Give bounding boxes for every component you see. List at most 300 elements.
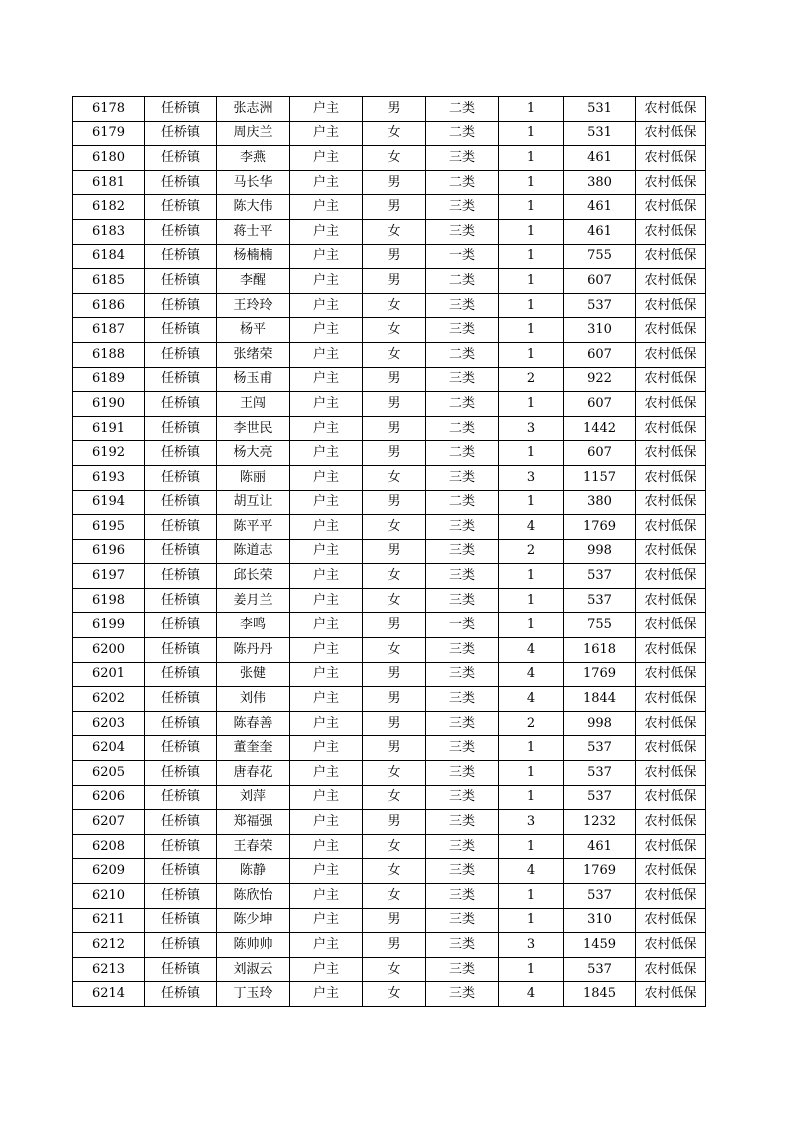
- category-cell: 三类: [426, 465, 499, 490]
- relation-cell: 户主: [290, 392, 363, 417]
- category-cell: 二类: [426, 269, 499, 294]
- amount-cell: 537: [564, 293, 636, 318]
- category-cell: 二类: [426, 441, 499, 466]
- amount-cell: 1157: [564, 465, 636, 490]
- category-cell: 三类: [426, 588, 499, 613]
- relation-cell: 户主: [290, 834, 363, 859]
- amount-cell: 998: [564, 711, 636, 736]
- relation-cell: 户主: [290, 687, 363, 712]
- category-cell: 三类: [426, 564, 499, 589]
- record-id-cell: 6182: [73, 195, 145, 220]
- gender-cell: 女: [363, 564, 426, 589]
- name-cell: 杨楠楠: [217, 244, 290, 269]
- gender-cell: 女: [363, 761, 426, 786]
- table-row: [73, 736, 706, 761]
- household-size-cell: 2: [499, 367, 564, 392]
- assistance-type-cell: 农村低保: [636, 908, 706, 933]
- record-id-cell: 6196: [73, 539, 145, 564]
- name-cell: 王春荣: [217, 834, 290, 859]
- relation-cell: 户主: [290, 416, 363, 441]
- gender-cell: 女: [363, 318, 426, 343]
- assistance-type-cell: 农村低保: [636, 859, 706, 884]
- town-cell: 任桥镇: [145, 146, 217, 171]
- table-row: [73, 539, 706, 564]
- gender-cell: 女: [363, 834, 426, 859]
- table-row: [73, 687, 706, 712]
- amount-cell: 537: [564, 884, 636, 909]
- household-size-cell: 1: [499, 269, 564, 294]
- assistance-type-cell: 农村低保: [636, 810, 706, 835]
- record-id-cell: 6191: [73, 416, 145, 441]
- data-table: [72, 96, 706, 1007]
- household-size-cell: 1: [499, 195, 564, 220]
- relation-cell: 户主: [290, 244, 363, 269]
- table-row: [73, 785, 706, 810]
- amount-cell: 607: [564, 392, 636, 417]
- amount-cell: 537: [564, 785, 636, 810]
- record-id-cell: 6178: [73, 97, 145, 122]
- table-row: [73, 613, 706, 638]
- name-cell: 郑福强: [217, 810, 290, 835]
- gender-cell: 女: [363, 515, 426, 540]
- amount-cell: 310: [564, 908, 636, 933]
- category-cell: 三类: [426, 761, 499, 786]
- gender-cell: 女: [363, 588, 426, 613]
- amount-cell: 755: [564, 613, 636, 638]
- amount-cell: 537: [564, 588, 636, 613]
- gender-cell: 女: [363, 638, 426, 663]
- category-cell: 三类: [426, 318, 499, 343]
- category-cell: 三类: [426, 638, 499, 663]
- name-cell: 陈丹丹: [217, 638, 290, 663]
- household-size-cell: 4: [499, 982, 564, 1007]
- assistance-type-cell: 农村低保: [636, 219, 706, 244]
- relation-cell: 户主: [290, 933, 363, 958]
- assistance-type-cell: 农村低保: [636, 342, 706, 367]
- household-size-cell: 4: [499, 687, 564, 712]
- name-cell: 姜月兰: [217, 588, 290, 613]
- household-size-cell: 1: [499, 490, 564, 515]
- household-size-cell: 3: [499, 465, 564, 490]
- assistance-type-cell: 农村低保: [636, 195, 706, 220]
- category-cell: 二类: [426, 490, 499, 515]
- relation-cell: 户主: [290, 588, 363, 613]
- relation-cell: 户主: [290, 441, 363, 466]
- town-cell: 任桥镇: [145, 711, 217, 736]
- household-size-cell: 4: [499, 859, 564, 884]
- record-id-cell: 6213: [73, 957, 145, 982]
- town-cell: 任桥镇: [145, 613, 217, 638]
- gender-cell: 女: [363, 342, 426, 367]
- town-cell: 任桥镇: [145, 318, 217, 343]
- amount-cell: 607: [564, 269, 636, 294]
- table-row: [73, 465, 706, 490]
- amount-cell: 537: [564, 957, 636, 982]
- category-cell: 三类: [426, 219, 499, 244]
- relation-cell: 户主: [290, 785, 363, 810]
- record-id-cell: 6188: [73, 342, 145, 367]
- household-size-cell: 1: [499, 441, 564, 466]
- town-cell: 任桥镇: [145, 195, 217, 220]
- record-id-cell: 6204: [73, 736, 145, 761]
- assistance-type-cell: 农村低保: [636, 687, 706, 712]
- name-cell: 陈丽: [217, 465, 290, 490]
- name-cell: 陈帅帅: [217, 933, 290, 958]
- record-id-cell: 6202: [73, 687, 145, 712]
- gender-cell: 女: [363, 982, 426, 1007]
- relation-cell: 户主: [290, 490, 363, 515]
- category-cell: 三类: [426, 933, 499, 958]
- town-cell: 任桥镇: [145, 269, 217, 294]
- town-cell: 任桥镇: [145, 761, 217, 786]
- name-cell: 陈欣怡: [217, 884, 290, 909]
- town-cell: 任桥镇: [145, 490, 217, 515]
- assistance-type-cell: 农村低保: [636, 884, 706, 909]
- relation-cell: 户主: [290, 884, 363, 909]
- household-size-cell: 2: [499, 711, 564, 736]
- record-id-cell: 6212: [73, 933, 145, 958]
- household-size-cell: 3: [499, 810, 564, 835]
- assistance-type-cell: 农村低保: [636, 515, 706, 540]
- table-row: [73, 957, 706, 982]
- amount-cell: 531: [564, 97, 636, 122]
- assistance-type-cell: 农村低保: [636, 367, 706, 392]
- amount-cell: 607: [564, 441, 636, 466]
- assistance-type-cell: 农村低保: [636, 638, 706, 663]
- household-size-cell: 1: [499, 761, 564, 786]
- record-id-cell: 6192: [73, 441, 145, 466]
- gender-cell: 女: [363, 859, 426, 884]
- town-cell: 任桥镇: [145, 859, 217, 884]
- amount-cell: 461: [564, 219, 636, 244]
- relation-cell: 户主: [290, 662, 363, 687]
- town-cell: 任桥镇: [145, 392, 217, 417]
- name-cell: 陈静: [217, 859, 290, 884]
- category-cell: 三类: [426, 810, 499, 835]
- amount-cell: 607: [564, 342, 636, 367]
- name-cell: 董奎奎: [217, 736, 290, 761]
- household-size-cell: 4: [499, 662, 564, 687]
- gender-cell: 男: [363, 244, 426, 269]
- gender-cell: 男: [363, 662, 426, 687]
- assistance-type-cell: 农村低保: [636, 441, 706, 466]
- table-row: [73, 392, 706, 417]
- assistance-type-cell: 农村低保: [636, 392, 706, 417]
- name-cell: 张志洲: [217, 97, 290, 122]
- town-cell: 任桥镇: [145, 465, 217, 490]
- name-cell: 杨大亮: [217, 441, 290, 466]
- amount-cell: 537: [564, 761, 636, 786]
- category-cell: 三类: [426, 146, 499, 171]
- town-cell: 任桥镇: [145, 736, 217, 761]
- name-cell: 马长华: [217, 170, 290, 195]
- record-id-cell: 6186: [73, 293, 145, 318]
- name-cell: 唐春花: [217, 761, 290, 786]
- name-cell: 李世民: [217, 416, 290, 441]
- amount-cell: 461: [564, 834, 636, 859]
- amount-cell: 310: [564, 318, 636, 343]
- gender-cell: 男: [363, 539, 426, 564]
- table-row: [73, 908, 706, 933]
- town-cell: 任桥镇: [145, 982, 217, 1007]
- assistance-type-cell: 农村低保: [636, 121, 706, 146]
- relation-cell: 户主: [290, 293, 363, 318]
- table-row: [73, 416, 706, 441]
- assistance-type-cell: 农村低保: [636, 933, 706, 958]
- table-row: [73, 146, 706, 171]
- household-size-cell: 1: [499, 785, 564, 810]
- household-size-cell: 3: [499, 416, 564, 441]
- gender-cell: 女: [363, 219, 426, 244]
- name-cell: 周庆兰: [217, 121, 290, 146]
- assistance-type-cell: 农村低保: [636, 834, 706, 859]
- relation-cell: 户主: [290, 342, 363, 367]
- relation-cell: 户主: [290, 638, 363, 663]
- name-cell: 丁玉玲: [217, 982, 290, 1007]
- table-row: [73, 564, 706, 589]
- town-cell: 任桥镇: [145, 367, 217, 392]
- category-cell: 三类: [426, 884, 499, 909]
- gender-cell: 男: [363, 195, 426, 220]
- record-id-cell: 6211: [73, 908, 145, 933]
- assistance-type-cell: 农村低保: [636, 465, 706, 490]
- town-cell: 任桥镇: [145, 515, 217, 540]
- assistance-type-cell: 农村低保: [636, 662, 706, 687]
- name-cell: 刘淑云: [217, 957, 290, 982]
- town-cell: 任桥镇: [145, 810, 217, 835]
- record-id-cell: 6199: [73, 613, 145, 638]
- record-id-cell: 6190: [73, 392, 145, 417]
- table-row: [73, 121, 706, 146]
- town-cell: 任桥镇: [145, 441, 217, 466]
- gender-cell: 男: [363, 392, 426, 417]
- assistance-type-cell: 农村低保: [636, 711, 706, 736]
- record-id-cell: 6195: [73, 515, 145, 540]
- amount-cell: 461: [564, 195, 636, 220]
- amount-cell: 1769: [564, 662, 636, 687]
- table-row: [73, 269, 706, 294]
- household-size-cell: 4: [499, 515, 564, 540]
- gender-cell: 男: [363, 933, 426, 958]
- record-id-cell: 6208: [73, 834, 145, 859]
- record-id-cell: 6187: [73, 318, 145, 343]
- relation-cell: 户主: [290, 539, 363, 564]
- town-cell: 任桥镇: [145, 564, 217, 589]
- household-size-cell: 1: [499, 342, 564, 367]
- gender-cell: 女: [363, 293, 426, 318]
- amount-cell: 1769: [564, 859, 636, 884]
- table-row: [73, 170, 706, 195]
- record-id-cell: 6205: [73, 761, 145, 786]
- household-size-cell: 1: [499, 392, 564, 417]
- table-row: [73, 97, 706, 122]
- category-cell: 二类: [426, 170, 499, 195]
- amount-cell: 1845: [564, 982, 636, 1007]
- assistance-type-cell: 农村低保: [636, 957, 706, 982]
- household-size-cell: 1: [499, 219, 564, 244]
- name-cell: 李燕: [217, 146, 290, 171]
- record-id-cell: 6183: [73, 219, 145, 244]
- record-id-cell: 6193: [73, 465, 145, 490]
- category-cell: 三类: [426, 982, 499, 1007]
- category-cell: 三类: [426, 293, 499, 318]
- relation-cell: 户主: [290, 219, 363, 244]
- gender-cell: 男: [363, 908, 426, 933]
- record-id-cell: 6189: [73, 367, 145, 392]
- household-size-cell: 1: [499, 908, 564, 933]
- category-cell: 二类: [426, 97, 499, 122]
- assistance-type-cell: 农村低保: [636, 539, 706, 564]
- relation-cell: 户主: [290, 121, 363, 146]
- gender-cell: 男: [363, 613, 426, 638]
- record-id-cell: 6209: [73, 859, 145, 884]
- category-cell: 一类: [426, 244, 499, 269]
- record-id-cell: 6210: [73, 884, 145, 909]
- relation-cell: 户主: [290, 564, 363, 589]
- name-cell: 陈大伟: [217, 195, 290, 220]
- town-cell: 任桥镇: [145, 416, 217, 441]
- household-size-cell: 1: [499, 588, 564, 613]
- table-row: [73, 834, 706, 859]
- amount-cell: 998: [564, 539, 636, 564]
- amount-cell: 1844: [564, 687, 636, 712]
- amount-cell: 531: [564, 121, 636, 146]
- table-row: [73, 490, 706, 515]
- name-cell: 张健: [217, 662, 290, 687]
- table-row: [73, 515, 706, 540]
- household-size-cell: 2: [499, 539, 564, 564]
- category-cell: 三类: [426, 834, 499, 859]
- gender-cell: 女: [363, 884, 426, 909]
- name-cell: 刘萍: [217, 785, 290, 810]
- record-id-cell: 6184: [73, 244, 145, 269]
- record-id-cell: 6203: [73, 711, 145, 736]
- amount-cell: 537: [564, 736, 636, 761]
- assistance-type-cell: 农村低保: [636, 490, 706, 515]
- amount-cell: 537: [564, 564, 636, 589]
- category-cell: 二类: [426, 342, 499, 367]
- household-size-cell: 1: [499, 121, 564, 146]
- table-row: [73, 933, 706, 958]
- record-id-cell: 6214: [73, 982, 145, 1007]
- assistance-type-cell: 农村低保: [636, 97, 706, 122]
- relation-cell: 户主: [290, 761, 363, 786]
- town-cell: 任桥镇: [145, 908, 217, 933]
- record-id-cell: 6194: [73, 490, 145, 515]
- relation-cell: 户主: [290, 97, 363, 122]
- town-cell: 任桥镇: [145, 97, 217, 122]
- category-cell: 三类: [426, 908, 499, 933]
- relation-cell: 户主: [290, 146, 363, 171]
- town-cell: 任桥镇: [145, 219, 217, 244]
- household-size-cell: 1: [499, 884, 564, 909]
- gender-cell: 女: [363, 785, 426, 810]
- town-cell: 任桥镇: [145, 638, 217, 663]
- household-size-cell: 1: [499, 318, 564, 343]
- amount-cell: 1769: [564, 515, 636, 540]
- name-cell: 王玲玲: [217, 293, 290, 318]
- table-row: [73, 982, 706, 1007]
- category-cell: 三类: [426, 859, 499, 884]
- table-row: [73, 195, 706, 220]
- name-cell: 陈少坤: [217, 908, 290, 933]
- gender-cell: 男: [363, 810, 426, 835]
- name-cell: 刘伟: [217, 687, 290, 712]
- name-cell: 李鸣: [217, 613, 290, 638]
- name-cell: 胡互让: [217, 490, 290, 515]
- category-cell: 三类: [426, 539, 499, 564]
- assistance-type-cell: 农村低保: [636, 244, 706, 269]
- table-row: [73, 810, 706, 835]
- category-cell: 二类: [426, 121, 499, 146]
- assistance-type-cell: 农村低保: [636, 170, 706, 195]
- town-cell: 任桥镇: [145, 121, 217, 146]
- relation-cell: 户主: [290, 170, 363, 195]
- table-row: [73, 638, 706, 663]
- category-cell: 三类: [426, 711, 499, 736]
- relation-cell: 户主: [290, 810, 363, 835]
- gender-cell: 男: [363, 170, 426, 195]
- assistance-type-cell: 农村低保: [636, 564, 706, 589]
- record-id-cell: 6207: [73, 810, 145, 835]
- table-row: [73, 761, 706, 786]
- assistance-type-cell: 农村低保: [636, 785, 706, 810]
- household-size-cell: 1: [499, 293, 564, 318]
- table-row: [73, 859, 706, 884]
- assistance-type-cell: 农村低保: [636, 416, 706, 441]
- gender-cell: 男: [363, 490, 426, 515]
- category-cell: 一类: [426, 613, 499, 638]
- assistance-type-cell: 农村低保: [636, 736, 706, 761]
- table-row: [73, 441, 706, 466]
- category-cell: 二类: [426, 392, 499, 417]
- household-size-cell: 1: [499, 957, 564, 982]
- name-cell: 杨平: [217, 318, 290, 343]
- amount-cell: 1459: [564, 933, 636, 958]
- gender-cell: 男: [363, 687, 426, 712]
- record-id-cell: 6206: [73, 785, 145, 810]
- category-cell: 三类: [426, 957, 499, 982]
- gender-cell: 男: [363, 416, 426, 441]
- relation-cell: 户主: [290, 908, 363, 933]
- town-cell: 任桥镇: [145, 687, 217, 712]
- table-row: [73, 367, 706, 392]
- gender-cell: 女: [363, 465, 426, 490]
- gender-cell: 男: [363, 441, 426, 466]
- record-id-cell: 6197: [73, 564, 145, 589]
- gender-cell: 男: [363, 97, 426, 122]
- name-cell: 陈道志: [217, 539, 290, 564]
- relation-cell: 户主: [290, 613, 363, 638]
- amount-cell: 1232: [564, 810, 636, 835]
- gender-cell: 女: [363, 957, 426, 982]
- relation-cell: 户主: [290, 269, 363, 294]
- relation-cell: 户主: [290, 957, 363, 982]
- assistance-type-cell: 农村低保: [636, 613, 706, 638]
- table-row: [73, 884, 706, 909]
- record-id-cell: 6198: [73, 588, 145, 613]
- household-size-cell: 1: [499, 244, 564, 269]
- town-cell: 任桥镇: [145, 588, 217, 613]
- relation-cell: 户主: [290, 859, 363, 884]
- household-size-cell: 1: [499, 170, 564, 195]
- household-size-cell: 1: [499, 564, 564, 589]
- table-row: [73, 711, 706, 736]
- relation-cell: 户主: [290, 982, 363, 1007]
- assistance-type-cell: 农村低保: [636, 269, 706, 294]
- category-cell: 二类: [426, 416, 499, 441]
- category-cell: 三类: [426, 785, 499, 810]
